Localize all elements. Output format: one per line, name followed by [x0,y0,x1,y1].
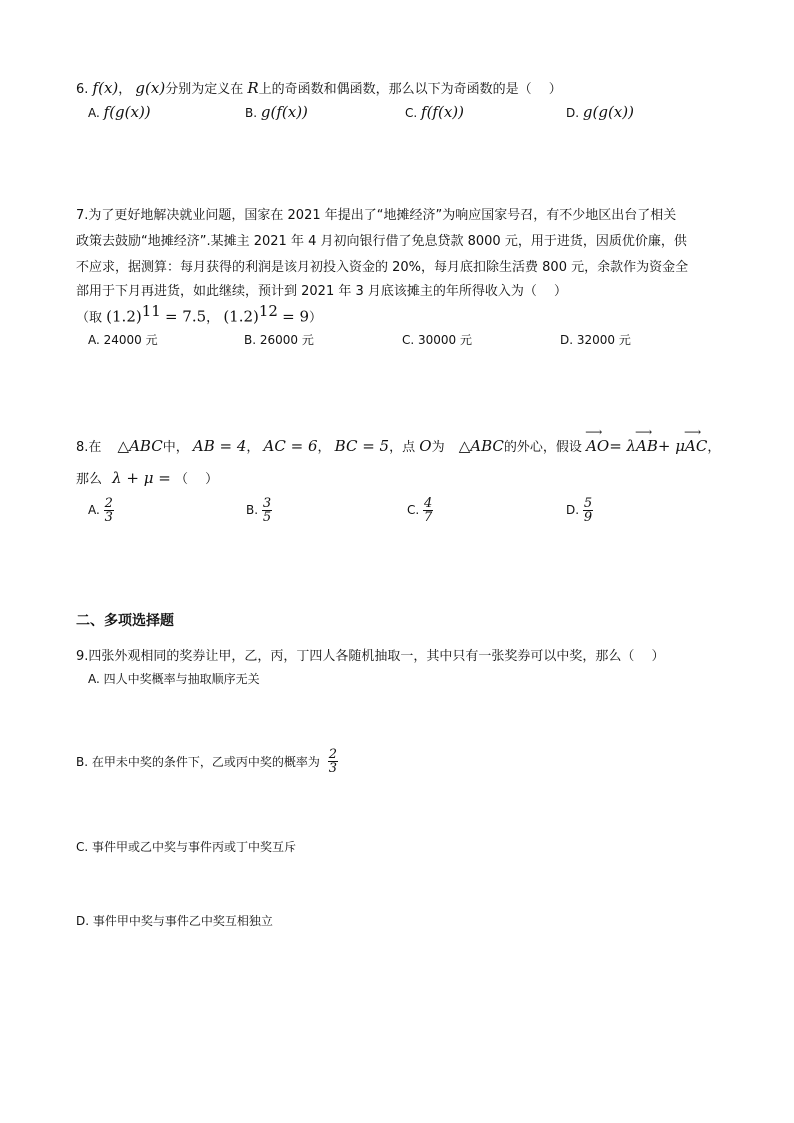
q6-option-d-label: D. [566,106,580,120]
section-2-title: 二、多项选择题 [76,613,174,629]
q8-option-a-fraction [104,497,114,524]
q8-sep-2: ， [317,440,331,455]
q8-triangle-1: △ [117,437,130,455]
q7-hint [76,302,322,325]
q8-ac: AC = 6 [263,437,318,455]
q8-bc: BC = 5 [334,437,390,455]
q8-zhong: 中， [162,440,189,455]
q6-option-b-label: B. [245,106,258,120]
q6-option-d-expr: g(g(x)) [582,103,634,121]
q9-option-b[interactable] [76,748,338,775]
q8-option-a-num: 2 [104,496,113,511]
q9-option-c[interactable]: C. 事件甲或乙中奖与事件丙或丁中奖互斥 [76,840,297,854]
q7-option-b[interactable]: B. 26000 元 [244,333,314,347]
q6-option-c[interactable] [405,103,464,121]
q6-text2: 上的奇函数和偶函数，那么以下为奇函数的是（ ） [258,82,562,97]
q8-sep-1: ， [246,440,260,455]
q7-hint-base-1: (1.2) [106,307,142,326]
q6-option-c-label: C. [405,106,418,120]
q6-option-c-expr: f(f(x)) [421,103,465,121]
q7-line-1: 7.为了更好地解决就业问题，国家在 2021 年提出了“地摊经济”为响应国家号召，有不少地区出台了相关 [76,208,677,223]
q7-hint-base-2: (1.2) [223,307,259,326]
q8-triangle-2: △ [458,437,471,455]
q8-option-b-fraction [262,497,272,524]
q8-vector-ac: ⟶ AC [685,437,707,455]
q6-g-x: g(x) [135,79,166,97]
q7-hint-exp-2: 12 [258,302,278,320]
q8-option-d-label: D. [566,503,580,517]
q7-hint-prefix: （取 [76,310,103,326]
q6-r: R [247,79,259,97]
q8-abc-1: ABC [129,437,163,455]
q6-text1: 分别为定义在 [165,82,244,97]
q8-option-a[interactable] [88,497,114,524]
q9-option-b-text: B. 在甲未中奖的条件下，乙或丙中奖的概率为 [76,755,320,769]
q8-line2-prefix: 那么 [76,472,103,487]
q8-eq-lambda: = λ [609,437,637,455]
q8-abc-2: ABC [470,437,504,455]
q8-option-c-label: C. [407,503,420,517]
q7-line-3: 不应求，据测算：每月获得的利润是该月初投入资金的 20%，每月底扣除生活费 800 元，余款作为资金全 [76,260,689,275]
q8-option-c-den: 7 [424,510,433,525]
q8-option-d-num: 5 [583,496,593,511]
q8-end: ， [707,440,721,455]
q7-line-2: 政策去鼓励“地摊经济”.某摊主 2021 年 4 月初向银行借了免息贷款 8000 元，用于进货，因质优价廉，供 [76,234,687,249]
q8-vector-ab: ⟶ AB [636,437,658,455]
q7-option-c[interactable]: C. 30000 元 [402,333,472,347]
q7-line-4: 部用于下月再进货，如此继续，预计到 2021 年 3 月底该摊主的年所得收入为（ ） [76,284,568,299]
q9-option-d[interactable]: D. 事件甲中奖与事件乙中奖互相独立 [76,914,273,928]
q8-option-d-fraction [583,497,593,524]
q8-line-2 [76,468,218,487]
q8-line2-expr: λ + μ = [112,469,171,487]
q8-wei: 为 [431,440,445,455]
q7-hint-sep: ， [206,310,220,326]
q9-stem: 9.四张外观相同的奖券让甲，乙，丙，丁四人各随机抽取一，其中只有一张奖券可以中奖，那么（ ） [76,649,665,664]
q6-option-b-expr: g(f(x)) [260,103,308,121]
q8-option-b[interactable] [246,497,272,524]
q8-ab: AB = 4 [192,437,247,455]
q8-wai: 的外心，假设 [503,440,582,455]
q8-option-d[interactable] [566,497,593,524]
q8-option-c-fraction [423,497,433,524]
q6-f-x: f(x) [92,79,119,97]
q8-option-b-label: B. [246,503,259,517]
q7-hint-suffix: ） [309,310,323,326]
q9-option-b-num: 2 [328,747,337,762]
q8-option-b-num: 3 [262,496,272,511]
q8-stem [76,436,720,455]
q8-point-o: O [419,437,432,455]
q7-hint-exp-1: 11 [141,302,161,320]
q6-option-b[interactable] [245,103,308,121]
q7-hint-val-1: = 7.5 [164,307,207,326]
q6-number: 6. [76,82,89,97]
q6-stem [76,78,562,97]
q6-comma: ， [118,82,132,97]
q9-option-b-den: 3 [328,761,337,776]
q8-number: 8.在 [76,440,102,455]
q8-line2-suffix: （ ） [175,472,219,487]
q8-vector-ao: ⟶ AO [586,437,609,455]
q8-option-d-den: 9 [583,510,593,525]
q9-option-b-fraction [328,748,338,775]
q6-option-a-label: A. [88,106,100,120]
q8-option-c-num: 4 [424,496,433,511]
q6-option-a[interactable] [88,103,151,121]
q8-plus-mu: + μ [657,437,685,455]
q8-option-c[interactable] [407,497,433,524]
q7-option-d[interactable]: D. 32000 元 [560,333,631,347]
q8-dian: ，点 [389,440,416,455]
q9-option-a[interactable]: A. 四人中奖概率与抽取顺序无关 [88,672,260,686]
q8-option-b-den: 5 [262,510,272,525]
q7-option-a[interactable]: A. 24000 元 [88,333,158,347]
q7-hint-val-2: = 9 [282,307,309,326]
q6-option-d[interactable] [566,103,634,121]
q8-option-a-den: 3 [104,510,113,525]
q6-option-a-expr: f(g(x)) [103,103,151,121]
q8-option-a-label: A. [88,503,100,517]
